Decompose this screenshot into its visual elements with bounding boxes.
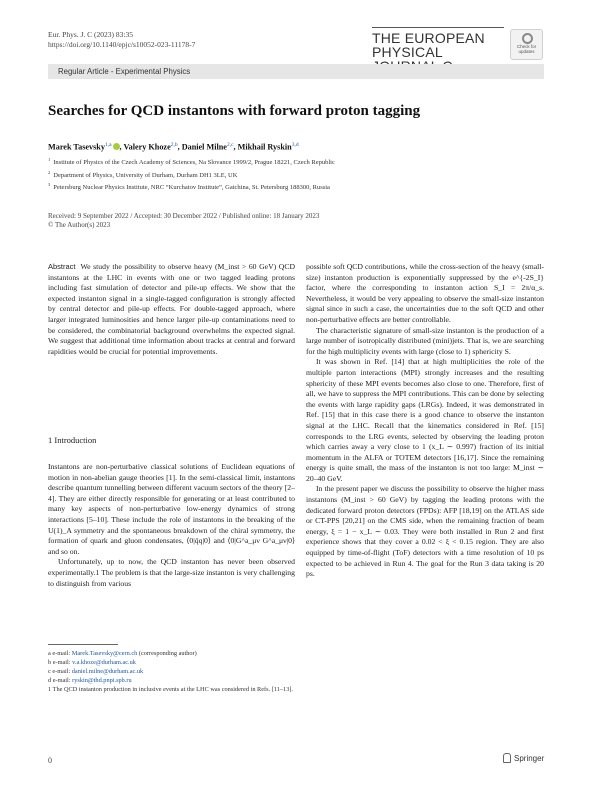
article-category-bar: Regular Article - Experimental Physics (48, 64, 544, 79)
intro-paragraph: The characteristic signature of small-size instanton is the production of a large number of isotropically distributed (mini)jets. That is, we are searching for the high multiplicity events with large (close to 1) sphericity S. (306, 325, 544, 356)
footnote-suffix: (corresponding author) (137, 650, 197, 657)
author-name[interactable]: Valery Khoze (123, 142, 171, 152)
doi-link[interactable]: https://doi.org/10.1140/epjc/s10052-023-11178-7 (48, 40, 196, 49)
springer-horse-icon (503, 753, 511, 763)
intro-paragraph: possible soft QCD contributions, while the cross-section of the heavy (small-size) instanton production is exponentially suppressed by the e^{-2S_I} factor, where the corresponding to instanton action S_I = 2π/α_s. Nevertheless, it would be very appealing to observe the small-size instanton signal since in such a case, the uncertainties due to the soft QCD and other non-perturbative effects are better controllable. (306, 262, 544, 324)
brand-line-1: THE EUROPEAN (372, 30, 485, 46)
abstract-block (48, 262, 295, 357)
affiliation-item (48, 155, 335, 168)
intro-right-column (306, 262, 544, 580)
brand-line-2: PHYSICAL (372, 44, 443, 60)
orcid-icon[interactable] (113, 143, 120, 150)
footnote-email (48, 676, 295, 685)
brand-rule (372, 27, 504, 28)
author-name[interactable]: Marek Tasevsky (48, 142, 105, 152)
introduction-heading-block (48, 435, 295, 446)
footnote-email (48, 658, 295, 667)
update-badge-icon (522, 33, 533, 44)
publisher-logo (503, 753, 544, 763)
copyright-notice: © The Author(s) 2023 (48, 221, 111, 229)
intro-paragraph: Unfortunately, up to now, the QCD instanton has never been observed experimentally.1 The problem is that the large-size instanton is very challenging to distinguish from various (48, 557, 295, 588)
article-title: Searches for QCD instantons with forward proton tagging (48, 103, 421, 119)
intro-paragraph: It was shown in Ref. [14] that at high multiplicities the role of the multiple parton interactions (MPI) strongly increases and the resulting sphericity of these MPI events becomes also close to one. Therefore, first of all, we have to suppress the MPI contributions. This can be done by selecting the events with large rapidity gaps (LRGs). Indeed, it was demonstrated in Ref. [15] that in this case there is a good chance to observe the instanton signal at the LHC. Recall that the kinematics considered in Ref. [15] corresponds to the LRG events, selected by observing the leading proton which carries away a very close to 1 (x_L ∼ 0.997) fraction of its initial momentum in the ALFA or TOTEM detectors [16,17]. Since the remaining energy is quite small, the mass of the instanton is not too large: M_inst ∼ 20–40 GeV. (306, 357, 544, 483)
author-list: Marek Tasevsky$^{1,a}$ , Valery Khoze$^{2,b}$, Daniel Milne$^{2,c}$, Mikhail Ryskin$^{3,d}$ (48, 142, 299, 152)
affiliation-text: Petersburg Nuclear Physics Institute, NRC “Kurchatov Institute”, Gatchina, St. Petersburg 188300, Russia (53, 184, 330, 192)
author-name[interactable]: Daniel Milne (181, 142, 227, 152)
footnote-prefix: d e-mail: (48, 677, 73, 684)
badge-label: Check for updates (516, 44, 537, 54)
affiliation-number: 2 (48, 169, 51, 175)
affiliation-number: 3 (48, 182, 51, 188)
affiliation-number: 1 (48, 157, 51, 162)
footnote-prefix: c e-mail: (48, 668, 72, 675)
email-link[interactable]: daniel.milne@durham.ac.uk (71, 668, 144, 675)
intro-paragraph: Instantons are non-perturbative classical solutions of Euclidean equations of motion in non-abelian gauge theories [1]. In the semi-classical limit, instantons describe quantum tunnelling between different vacuum sectors of the theory [2–4]. They are either directly responsible for generating or at least contributed to many key aspects of non-perturbative low-energy dynamics of strong interactions [5–10]. These include the role of instantons in the breaking of the U(1)_A symmetry and the spontaneous breakdown of the chiral symmetry, the formation of quark and gluon condensates, ⟨0|q̄q|0⟩ and ⟨0|G^a_μν G^a_μν|0⟩ and so on. (48, 462, 295, 556)
journal-citation-block (48, 30, 195, 50)
footnote-rule (48, 644, 118, 645)
affiliation-list (48, 155, 335, 193)
abstract-text: We study the possibility to observe heavy (M_inst > 60 GeV) QCD instantons at the LHC in events with one or two tagged leading protons including fast simulation of detector and pile-up effects. We show that the expected instanton signal in a single-tagged configuration is strongly affected by central detector and pile-up effects. For double-tagged approach, where larger integrated luminosities and hence larger pile-up contaminations need to be considered, the combinatorial background overwhelms the expected signal. We suggest that additional time information about tracks at central and forward rapidities would be crucial for potential improvements. (48, 262, 295, 356)
email-link[interactable]: ryskin@thd.pnpi.spb.ru (72, 677, 132, 684)
date-history: Received: 9 September 2022 / Accepted: 30 December 2022 / Published online: 18 January 2023 (48, 212, 320, 220)
footnote-email (48, 649, 295, 658)
publication-dates (48, 212, 319, 230)
author-affil-marker: 1,a (104, 142, 112, 148)
publisher-name: Springer (514, 753, 545, 763)
abstract-label: Abstract (48, 262, 76, 271)
affiliation-text: Department of Physics, University of Durham, Durham DH1 3LE, UK (53, 171, 238, 179)
affiliation-text: Institute of Physics of the Czech Academy of Sciences, Na Slovance 1999/2, Prague 18221, Czech Republic (53, 159, 335, 167)
footnotes (48, 644, 295, 694)
email-link[interactable]: v.a.khoze@durham.ac.uk (72, 659, 136, 666)
affiliation-item (48, 168, 335, 181)
author-affil-marker: 2,b (170, 142, 178, 148)
footnote-prefix: b e-mail: (48, 659, 73, 666)
footnote-prefix: a e-mail: (48, 650, 72, 657)
intro-paragraph: In the present paper we discuss the possibility to observe the higher mass instantons (M_inst > 60 GeV) by tagging the leading protons with the dedicated forward proton detectors (FPDs): AFP [18,19] on the ATLAS side or CT-PPS [20,21] on the CMS side, when the remaining fraction of beam energy, ξ = 1 − x_L ∼ 0.03. They were both installed in Run 2 and first experience shows that they cover a 0.02 < ξ < 0.15 region. They are also equipped by time-of-flight (ToF) detectors with a time resolution of 10 ps expected to be achieved in Run 4. The goal for the Run 3 data taking is 20 ps. (306, 484, 544, 579)
page-number: 0 (48, 756, 52, 765)
journal-citation: Eur. Phys. J. C (2023) 83:35 (48, 30, 134, 39)
check-for-updates-button[interactable] (510, 29, 543, 60)
author-affil-marker: 3,d (291, 142, 299, 148)
footnote-email (48, 667, 295, 676)
intro-left-column (48, 462, 295, 589)
section-heading: 1 Introduction (48, 435, 97, 445)
author-affil-marker: 2,c (226, 142, 234, 148)
email-link[interactable]: Marek.Tasevsky@cern.ch (71, 650, 138, 657)
footnote-text: 1 The QCD instanton production in inclusive events at the LHC was considered in Refs. [11–13]. (48, 686, 294, 693)
author-name[interactable]: Mikhail Ryskin (237, 142, 292, 152)
affiliation-item (48, 180, 335, 193)
